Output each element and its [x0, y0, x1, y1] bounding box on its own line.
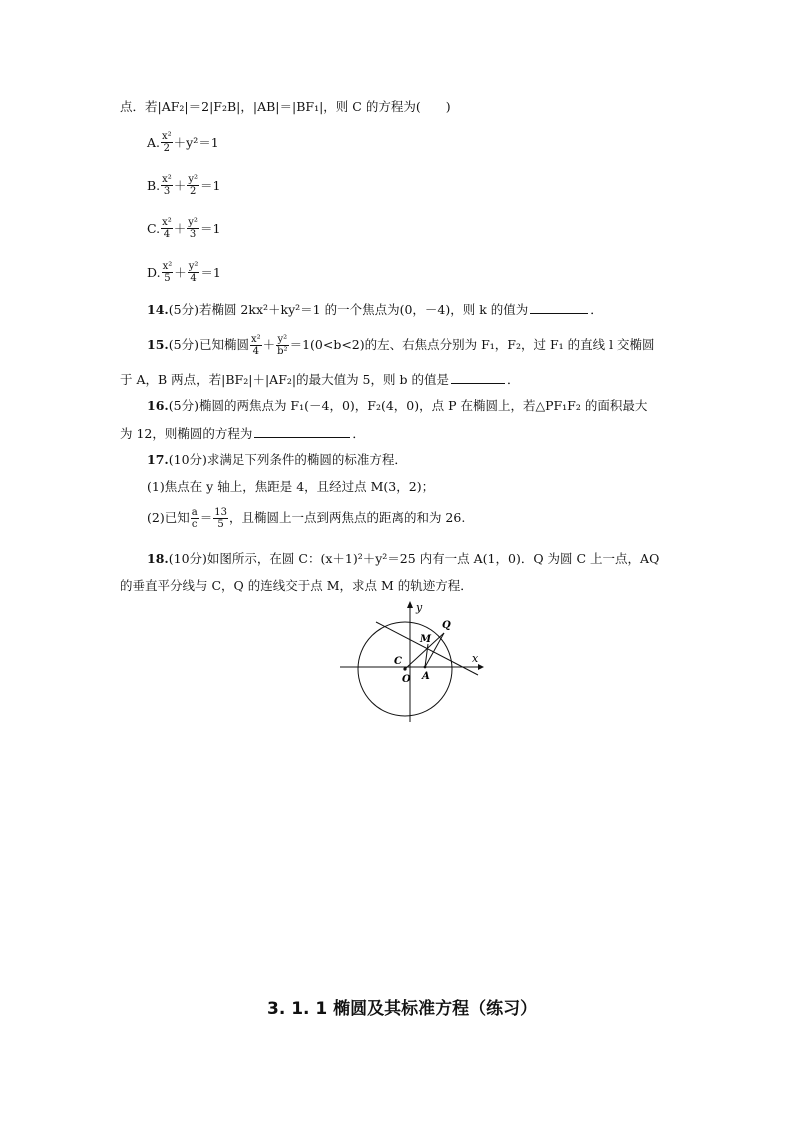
circle-geometry-figure	[336, 598, 486, 730]
x-axis-arrow	[478, 664, 484, 670]
question-17: 17.(10分)求满足下列条件的椭圆的标准方程．	[147, 452, 407, 467]
answer-blank	[530, 301, 588, 314]
question-17-part2: (2)已知 $\frac{a}{c}$ ＝ $\frac{13}{5}$ ，且椭圆上一点到两焦点的距离的和为 26.	[147, 506, 466, 530]
question-18: 18.(10分)如图所示，在圆 C：(x＋1)²＋y²＝25 内有一点 A(1，0)．Q 为圆 C 上一点，AQ	[147, 551, 660, 566]
question-15-line2: 于 A，B 两点，若|BF₂|＋|AF₂|的最大值为 5，则 b 的值是 ．	[120, 372, 520, 387]
q13-option-a: A. $\frac{\text{x²}}{2}$ ＋y²＝1	[147, 130, 219, 154]
q13-option-c: C. $\frac{\text{x²}}{4}$ ＋ $\frac{\text{y²}}{3}$ ＝1	[147, 216, 221, 240]
q13-stem: 点．若|AF₂|＝2|F₂B|，|AB|＝|BF₁|，则 C 的方程为( )	[120, 99, 451, 114]
question-14: 14.(5分)若椭圆 2kx²＋ky²＝1 的一个焦点为(0，－4)，则 k 的值为 ．	[147, 302, 603, 317]
y-axis-arrow	[407, 601, 413, 608]
label-q: Q	[442, 620, 451, 631]
label-o: O	[402, 674, 411, 685]
question-15: 15. (5分)已知椭圆 $\frac{\text{x²}}{4}$ ＋ $\frac{\text{y²}}{\text{b²}}$ ＝1(0<b<2)的左、右焦点分别为 F₁，F₂，过 F₁ 的直线 l 交椭圆	[147, 333, 655, 357]
q13-option-b: B. $\frac{\text{x²}}{3}$ ＋ $\frac{\text{y²}}{2}$ ＝1	[147, 173, 221, 197]
answer-blank	[451, 371, 505, 384]
question-18-line2: 的垂直平分线与 C，Q 的连线交于点 M，求点 M 的轨迹方程．	[120, 578, 473, 593]
point-c	[403, 667, 406, 670]
answer-blank	[254, 425, 350, 438]
label-a: A	[422, 671, 430, 682]
section-title: 3. 1. 1 椭圆及其标准方程（练习）	[267, 999, 538, 1019]
label-x: x	[472, 652, 479, 665]
question-16-line2: 为 12，则椭圆的方程为 ．	[120, 426, 365, 441]
q13-option-d: D. $\frac{\text{x²}}{5}$ ＋ $\frac{\text{y²}}{4}$ ＝1	[147, 260, 221, 284]
question-17-part1: (1)焦点在 y 轴上，焦距是 4，且经过点 M(3，2)；	[147, 479, 435, 494]
label-y: y	[416, 601, 423, 614]
label-m: M	[420, 634, 432, 645]
question-16: 16.(5分)椭圆的两焦点为 F₁(－4，0)，F₂(4，0)，点 P 在椭圆上，若△PF₁F₂ 的面积最大	[147, 398, 648, 413]
point-a	[424, 666, 427, 669]
label-c: C	[394, 656, 402, 667]
